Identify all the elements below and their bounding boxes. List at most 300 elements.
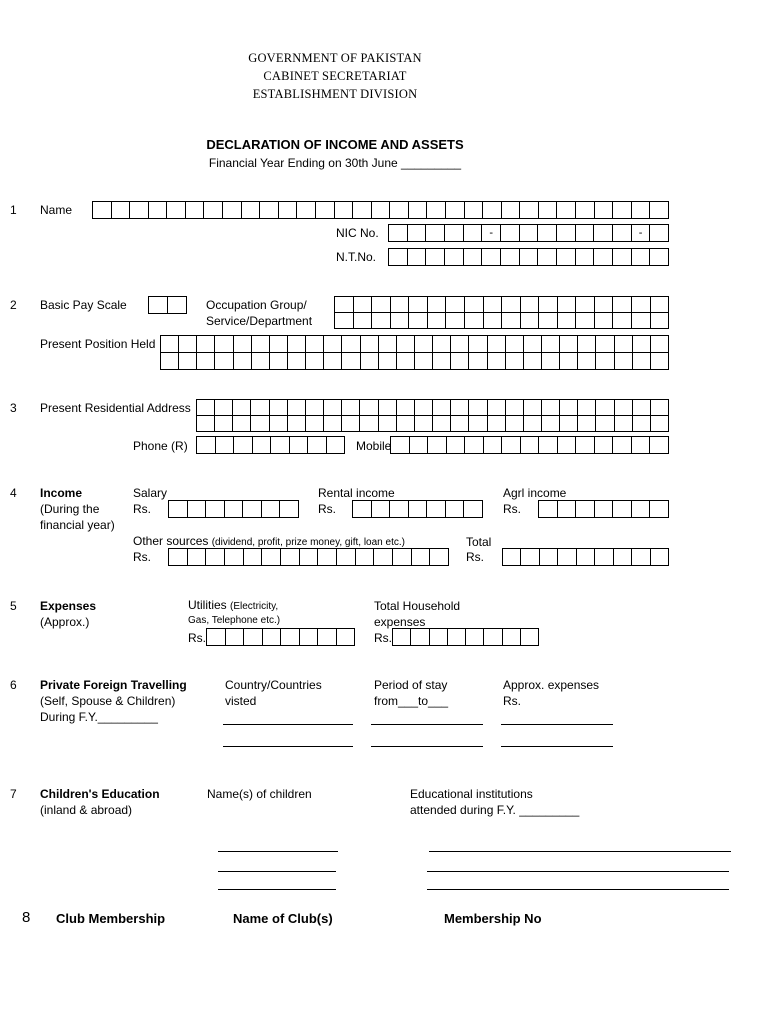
input-box[interactable] [576, 500, 595, 518]
input-box[interactable] [197, 335, 215, 353]
input-box[interactable] [161, 335, 179, 353]
input-box[interactable] [167, 201, 186, 219]
agri-input-grid[interactable] [538, 500, 669, 518]
input-box[interactable] [342, 399, 360, 416]
input-box[interactable] [502, 436, 521, 454]
input-box[interactable] [374, 548, 393, 566]
input-box[interactable] [539, 201, 558, 219]
input-box[interactable] [539, 500, 558, 518]
input-box[interactable] [234, 436, 253, 454]
input-box[interactable] [557, 248, 576, 266]
other-sources-input-grid[interactable] [168, 548, 449, 566]
input-box[interactable] [308, 436, 327, 454]
input-box[interactable] [390, 500, 409, 518]
input-box[interactable] [428, 296, 447, 313]
input-box[interactable] [502, 312, 521, 329]
input-box[interactable] [445, 248, 464, 266]
input-box[interactable] [360, 399, 378, 416]
input-box[interactable] [451, 352, 469, 370]
utilities-input-grid[interactable] [206, 628, 355, 646]
input-box[interactable] [397, 415, 415, 432]
input-box[interactable] [446, 500, 465, 518]
input-box[interactable] [488, 335, 506, 353]
input-box[interactable] [197, 352, 215, 370]
input-box[interactable] [451, 399, 469, 416]
input-box[interactable] [576, 201, 595, 219]
input-box[interactable] [506, 352, 524, 370]
input-box[interactable] [632, 296, 651, 313]
input-box[interactable] [361, 352, 379, 370]
input-box[interactable] [506, 415, 524, 432]
address-input-grid-2[interactable] [196, 415, 669, 432]
input-box[interactable] [539, 296, 558, 313]
input-box[interactable] [651, 352, 669, 370]
input-box[interactable] [613, 224, 632, 242]
input-box[interactable] [288, 352, 306, 370]
input-box[interactable] [558, 436, 577, 454]
name-input-grid[interactable] [92, 201, 669, 219]
input-box[interactable] [411, 628, 429, 646]
input-box[interactable] [539, 312, 558, 329]
input-box[interactable] [502, 296, 521, 313]
input-box[interactable] [251, 415, 269, 432]
input-box[interactable] [577, 548, 595, 566]
input-box[interactable] [632, 500, 651, 518]
input-box[interactable] [542, 335, 560, 353]
input-box[interactable] [415, 399, 433, 416]
input-box[interactable] [389, 248, 408, 266]
input-box[interactable] [379, 352, 397, 370]
input-box[interactable] [506, 335, 524, 353]
input-box[interactable] [446, 201, 465, 219]
input-box[interactable] [354, 312, 373, 329]
input-box[interactable] [576, 296, 595, 313]
input-box[interactable] [488, 399, 506, 416]
input-box[interactable] [576, 312, 595, 329]
input-box[interactable] [391, 296, 410, 313]
salary-input-grid[interactable] [168, 500, 299, 518]
input-box[interactable] [651, 399, 669, 416]
input-box[interactable] [503, 548, 521, 566]
input-box[interactable] [538, 224, 557, 242]
input-box[interactable] [447, 436, 466, 454]
input-box[interactable] [409, 296, 428, 313]
input-box[interactable] [197, 399, 215, 416]
input-box[interactable] [651, 415, 669, 432]
input-box[interactable] [596, 399, 614, 416]
input-box[interactable] [251, 399, 269, 416]
input-box[interactable] [446, 296, 465, 313]
input-box[interactable] [324, 335, 342, 353]
input-box[interactable] [521, 628, 539, 646]
input-box[interactable] [415, 415, 433, 432]
input-box[interactable] [242, 201, 261, 219]
input-box[interactable] [318, 548, 337, 566]
input-box[interactable] [179, 335, 197, 353]
input-box[interactable] [595, 500, 614, 518]
input-box[interactable] [234, 352, 252, 370]
input-box[interactable] [337, 628, 356, 646]
input-box[interactable] [335, 312, 354, 329]
input-box[interactable] [650, 436, 669, 454]
input-box[interactable] [632, 436, 651, 454]
input-box[interactable] [633, 335, 651, 353]
input-box[interactable] [353, 500, 372, 518]
input-box[interactable] [596, 352, 614, 370]
input-box[interactable] [632, 548, 650, 566]
input-box[interactable] [560, 399, 578, 416]
input-box[interactable] [613, 201, 632, 219]
input-box[interactable] [464, 248, 483, 266]
input-box[interactable] [243, 500, 262, 518]
input-box[interactable] [271, 436, 290, 454]
input-box[interactable] [521, 296, 540, 313]
input-box[interactable] [179, 352, 197, 370]
input-box[interactable] [161, 352, 179, 370]
input-box[interactable] [633, 415, 651, 432]
input-box[interactable] [409, 500, 428, 518]
input-box[interactable] [650, 224, 669, 242]
input-box[interactable] [613, 500, 632, 518]
household-input-grid[interactable] [392, 628, 539, 646]
input-box[interactable] [465, 436, 484, 454]
input-box[interactable] [465, 201, 484, 219]
input-box[interactable] [520, 201, 539, 219]
input-box[interactable] [502, 201, 521, 219]
input-box[interactable] [426, 224, 445, 242]
input-box[interactable] [197, 415, 215, 432]
input-box[interactable] [204, 201, 223, 219]
input-box[interactable] [451, 415, 469, 432]
input-box[interactable] [215, 399, 233, 416]
input-box[interactable] [594, 224, 613, 242]
input-box[interactable] [354, 296, 373, 313]
child-name-line-3[interactable] [218, 889, 336, 890]
institution-line-3[interactable] [427, 889, 729, 890]
input-box[interactable] [130, 201, 149, 219]
input-box[interactable] [409, 312, 428, 329]
input-box[interactable] [558, 548, 576, 566]
input-box[interactable] [223, 201, 242, 219]
occupation-input-grid-1[interactable] [334, 296, 669, 313]
input-box[interactable] [168, 296, 187, 314]
input-box[interactable] [595, 201, 614, 219]
input-box[interactable] [408, 224, 427, 242]
input-box[interactable] [538, 248, 557, 266]
input-box[interactable] [451, 335, 469, 353]
input-box[interactable] [464, 500, 483, 518]
input-box[interactable] [595, 548, 613, 566]
input-box[interactable] [615, 335, 633, 353]
input-box[interactable] [335, 201, 354, 219]
input-box[interactable] [501, 224, 520, 242]
input-box[interactable] [651, 312, 670, 329]
input-box[interactable] [324, 415, 342, 432]
input-box[interactable] [558, 312, 577, 329]
input-box[interactable] [270, 352, 288, 370]
input-box[interactable] [613, 248, 632, 266]
input-box[interactable] [595, 312, 614, 329]
input-box[interactable] [324, 352, 342, 370]
input-box[interactable] [372, 312, 391, 329]
nic-input-grid[interactable] [388, 224, 669, 242]
input-box[interactable] [506, 399, 524, 416]
input-box[interactable] [379, 335, 397, 353]
input-box[interactable] [297, 201, 316, 219]
country-input-line-2[interactable] [223, 746, 353, 747]
input-box[interactable] [578, 399, 596, 416]
input-box[interactable] [524, 352, 542, 370]
input-box[interactable] [149, 296, 168, 314]
expense-input-line-1[interactable] [501, 724, 613, 725]
input-box[interactable] [280, 500, 299, 518]
input-box[interactable] [524, 399, 542, 416]
input-box[interactable] [260, 201, 279, 219]
input-box[interactable] [557, 224, 576, 242]
input-box[interactable] [613, 436, 632, 454]
input-box[interactable] [206, 548, 225, 566]
input-box[interactable] [632, 201, 651, 219]
input-box[interactable] [186, 201, 205, 219]
input-box[interactable] [469, 415, 487, 432]
input-box[interactable] [558, 296, 577, 313]
input-box[interactable] [360, 415, 378, 432]
input-box[interactable] [206, 500, 225, 518]
input-box[interactable] [488, 415, 506, 432]
input-box[interactable] [288, 415, 306, 432]
input-box[interactable] [615, 399, 633, 416]
input-box[interactable] [651, 335, 669, 353]
input-box[interactable] [484, 312, 503, 329]
input-box[interactable] [281, 628, 300, 646]
input-box[interactable] [353, 201, 372, 219]
input-box[interactable] [542, 352, 560, 370]
input-box[interactable] [650, 201, 669, 219]
input-box[interactable] [389, 224, 408, 242]
input-box[interactable] [390, 201, 409, 219]
input-box[interactable] [149, 201, 168, 219]
input-box[interactable] [216, 436, 235, 454]
input-box[interactable] [288, 335, 306, 353]
input-box[interactable] [335, 296, 354, 313]
input-box[interactable] [300, 628, 319, 646]
input-box[interactable] [433, 335, 451, 353]
input-box[interactable] [433, 415, 451, 432]
input-box[interactable] [393, 548, 412, 566]
input-box[interactable] [234, 335, 252, 353]
period-input-line-2[interactable] [371, 746, 483, 747]
input-box[interactable] [197, 436, 216, 454]
input-box[interactable] [253, 436, 272, 454]
input-box[interactable] [410, 436, 429, 454]
input-box[interactable] [540, 548, 558, 566]
input-box[interactable] [226, 628, 245, 646]
input-box[interactable] [393, 628, 411, 646]
input-box[interactable] [342, 335, 360, 353]
input-box[interactable] [337, 548, 356, 566]
input-box[interactable] [445, 224, 464, 242]
input-box[interactable] [342, 415, 360, 432]
input-box[interactable] [169, 548, 188, 566]
input-box[interactable] [615, 352, 633, 370]
input-box[interactable] [409, 201, 428, 219]
input-box[interactable] [521, 548, 539, 566]
input-box[interactable] [215, 335, 233, 353]
input-box[interactable] [433, 399, 451, 416]
input-box[interactable] [501, 248, 520, 266]
input-box[interactable] [560, 352, 578, 370]
ntn-input-grid[interactable] [388, 248, 669, 266]
input-box[interactable] [397, 335, 415, 353]
phone-input-grid[interactable] [196, 436, 345, 454]
input-box[interactable] [448, 628, 466, 646]
input-box[interactable] [306, 335, 324, 353]
input-box[interactable] [207, 628, 226, 646]
input-box[interactable] [379, 399, 397, 416]
input-box[interactable] [427, 201, 446, 219]
input-box[interactable] [318, 628, 337, 646]
input-box[interactable] [576, 436, 595, 454]
country-input-line-1[interactable] [223, 724, 353, 725]
input-box[interactable] [215, 415, 233, 432]
input-box[interactable] [427, 500, 446, 518]
input-box[interactable] [361, 335, 379, 353]
input-box[interactable] [324, 399, 342, 416]
input-box[interactable] [397, 352, 415, 370]
input-box[interactable] [595, 296, 614, 313]
input-box[interactable] [613, 312, 632, 329]
mobile-input-grid[interactable] [390, 436, 669, 454]
input-box[interactable] [484, 628, 502, 646]
input-box[interactable] [596, 415, 614, 432]
input-box[interactable] [484, 296, 503, 313]
input-box[interactable] [651, 548, 669, 566]
input-box[interactable] [252, 335, 270, 353]
input-box[interactable] [412, 548, 431, 566]
input-box[interactable] [93, 201, 112, 219]
input-box[interactable] [632, 312, 651, 329]
input-box[interactable] [521, 436, 540, 454]
occupation-input-grid-2[interactable] [334, 312, 669, 329]
input-box[interactable] [632, 248, 651, 266]
input-box[interactable] [578, 415, 596, 432]
position-input-grid-1[interactable] [160, 335, 669, 353]
input-box[interactable] [428, 312, 447, 329]
input-box[interactable] [484, 436, 503, 454]
input-box[interactable] [613, 296, 632, 313]
input-box[interactable] [372, 296, 391, 313]
input-box[interactable] [633, 352, 651, 370]
input-box[interactable] [379, 415, 397, 432]
input-box[interactable] [288, 399, 306, 416]
input-box[interactable] [558, 500, 577, 518]
input-box[interactable] [415, 352, 433, 370]
input-box[interactable] [483, 201, 502, 219]
input-box[interactable] [433, 352, 451, 370]
input-box[interactable] [225, 500, 244, 518]
input-box[interactable] [391, 312, 410, 329]
input-box[interactable] [225, 548, 244, 566]
input-box[interactable] [614, 548, 632, 566]
input-box[interactable] [596, 335, 614, 353]
input-box[interactable] [188, 500, 207, 518]
input-box[interactable] [356, 548, 375, 566]
input-box[interactable] [488, 352, 506, 370]
total-input-grid[interactable] [502, 548, 669, 566]
input-box[interactable] [428, 436, 447, 454]
input-box[interactable] [542, 399, 560, 416]
input-box[interactable] [521, 312, 540, 329]
rental-input-grid[interactable] [352, 500, 483, 518]
input-box[interactable] [615, 415, 633, 432]
input-box[interactable] [263, 628, 282, 646]
input-box[interactable] [524, 335, 542, 353]
bps-input-grid[interactable] [148, 296, 187, 314]
input-box[interactable] [244, 548, 263, 566]
input-box[interactable] [342, 352, 360, 370]
address-input-grid-1[interactable] [196, 399, 669, 416]
input-box[interactable] [651, 296, 670, 313]
expense-input-line-2[interactable] [501, 746, 613, 747]
input-box[interactable] [188, 548, 207, 566]
input-box[interactable] [281, 548, 300, 566]
input-box[interactable] [327, 436, 346, 454]
input-box[interactable] [415, 335, 433, 353]
input-box[interactable] [430, 628, 448, 646]
input-box[interactable] [464, 224, 483, 242]
input-box[interactable] [290, 436, 309, 454]
input-box[interactable] [252, 352, 270, 370]
input-box[interactable] [466, 628, 484, 646]
input-box[interactable] [520, 248, 539, 266]
position-input-grid-2[interactable] [160, 352, 669, 370]
input-box[interactable] [408, 248, 427, 266]
child-name-line-2[interactable] [218, 871, 336, 872]
period-input-line-1[interactable] [371, 724, 483, 725]
input-box[interactable] [300, 548, 319, 566]
input-box[interactable] [262, 500, 281, 518]
input-box[interactable] [578, 335, 596, 353]
institution-line-1[interactable] [429, 851, 731, 852]
input-box[interactable] [233, 415, 251, 432]
input-box[interactable] [270, 335, 288, 353]
input-box[interactable] [542, 415, 560, 432]
input-box[interactable] [112, 201, 131, 219]
input-box[interactable] [465, 296, 484, 313]
input-box[interactable] [430, 548, 449, 566]
input-box[interactable] [539, 436, 558, 454]
input-box[interactable] [306, 352, 324, 370]
input-box[interactable] [262, 548, 281, 566]
input-box[interactable] [650, 500, 669, 518]
input-box[interactable] [372, 500, 391, 518]
input-box[interactable] [215, 352, 233, 370]
input-box[interactable] [469, 399, 487, 416]
input-box[interactable] [397, 399, 415, 416]
input-box[interactable] [576, 224, 595, 242]
input-box[interactable] [520, 224, 539, 242]
institution-line-2[interactable] [427, 871, 729, 872]
input-box[interactable] [233, 399, 251, 416]
input-box[interactable] [576, 248, 595, 266]
input-box[interactable] [633, 399, 651, 416]
input-box[interactable] [594, 248, 613, 266]
input-box[interactable] [560, 415, 578, 432]
input-box[interactable] [316, 201, 335, 219]
input-box[interactable] [306, 399, 324, 416]
input-box[interactable] [372, 201, 391, 219]
input-box[interactable] [244, 628, 263, 646]
